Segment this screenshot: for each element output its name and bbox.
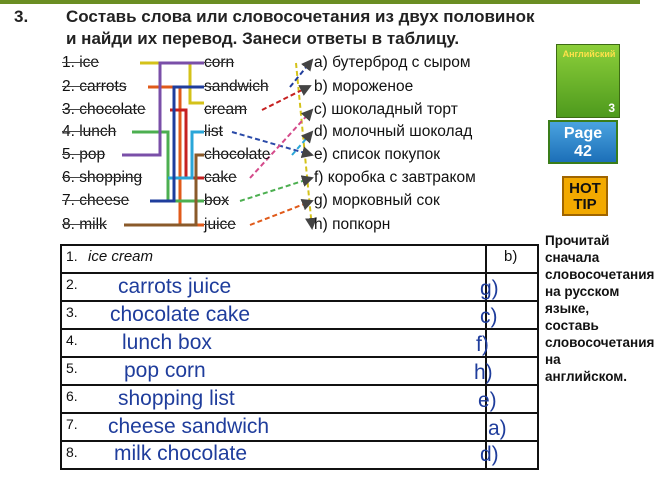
page-badge-label: Page: [563, 125, 603, 142]
row-letter: a): [488, 417, 507, 440]
arrow-juice-g: [250, 201, 312, 225]
hot-tip-line2: TIP: [573, 196, 597, 213]
left-word: 1. ice: [62, 54, 100, 71]
row-answer: cheese sandwich: [108, 415, 270, 438]
left-word: 4. lunch: [62, 123, 117, 140]
middle-word: sandwich: [204, 78, 269, 95]
middle-word: cake: [204, 169, 237, 186]
row-number: 6.: [66, 388, 78, 404]
row-answer: lunch box: [122, 331, 212, 354]
middle-word: corn: [204, 54, 235, 71]
arrow-cake-c: [250, 110, 312, 178]
middle-word: cream: [204, 101, 248, 118]
left-word: 5. pop: [62, 146, 106, 163]
row-letter: b): [504, 248, 518, 265]
row-answer: milk chocolate: [114, 442, 248, 465]
hint-text: Прочитай сначала словосочетания на русском языке, составь словосочетания на английском.: [545, 233, 654, 384]
left-word: 3. chocolate: [62, 101, 146, 118]
hot-tip-line1: HOT: [569, 180, 601, 197]
middle-word: box: [204, 192, 229, 209]
task-text: Составь слова или словосочетания из двух половинок и найди их перевод. Занеси ответы в таблицу.: [66, 7, 535, 48]
table-row: [62, 302, 537, 330]
table-row: [62, 246, 537, 274]
translation: c) шоколадный торт: [314, 101, 458, 118]
left-word: 2. carrots: [62, 78, 127, 95]
page-badge-number: 42: [574, 143, 592, 160]
table-row: [62, 274, 537, 302]
row-number: 1.: [66, 248, 78, 264]
row-answer: pop corn: [124, 359, 206, 382]
middle-word: list: [204, 123, 223, 140]
left-word: 8. milk: [62, 216, 107, 233]
middle-word: chocolate: [204, 146, 271, 163]
translation: g) морковный сок: [314, 192, 440, 209]
translation: d) молочный шоколад: [314, 123, 473, 140]
left-word: 7. cheese: [62, 192, 130, 209]
row-number: 3.: [66, 304, 78, 320]
row-answer: carrots juice: [118, 275, 232, 298]
hot-tip-badge: [562, 176, 608, 216]
row-answer: chocolate cake: [110, 303, 251, 326]
book-title: Английский: [562, 49, 616, 59]
row-number: 7.: [66, 416, 78, 432]
translation: h) попкорн: [314, 216, 391, 233]
table-row: [62, 442, 537, 468]
row-letter: c): [480, 305, 498, 328]
translation: a) бутерброд с сыром: [314, 54, 471, 71]
arrow-box-f: [240, 178, 312, 201]
translation: e) список покупок: [314, 146, 441, 163]
table-row: [62, 358, 537, 386]
row-letter: d): [480, 443, 499, 466]
table-row: [62, 386, 537, 414]
book-number: 3: [608, 101, 615, 115]
link-ice-cream: [140, 63, 204, 103]
row-letter: e): [478, 389, 497, 412]
table-row: [62, 330, 537, 358]
row-answer: ice cream: [88, 248, 154, 265]
translation: f) коробка с завтраком: [314, 169, 476, 186]
row-answer: shopping list: [118, 387, 235, 410]
task-number: 3.: [14, 7, 29, 26]
page-badge: [548, 120, 618, 164]
middle-word: juice: [204, 216, 236, 233]
arrow-sandwich-a: [290, 60, 312, 87]
arrow-cream-b: [262, 86, 310, 110]
row-letter: h): [474, 361, 493, 384]
textbook-cover-image: [556, 44, 620, 118]
translation: b) мороженое: [314, 78, 414, 95]
table-row: [62, 414, 537, 442]
row-number: 5.: [66, 360, 78, 376]
row-number: 2.: [66, 276, 78, 292]
row-letter: g): [480, 277, 499, 300]
row-letter: f): [476, 333, 489, 356]
row-number: 4.: [66, 332, 78, 348]
row-number: 8.: [66, 444, 78, 460]
left-word: 6. shopping: [62, 169, 143, 186]
answer-table: [60, 244, 539, 470]
